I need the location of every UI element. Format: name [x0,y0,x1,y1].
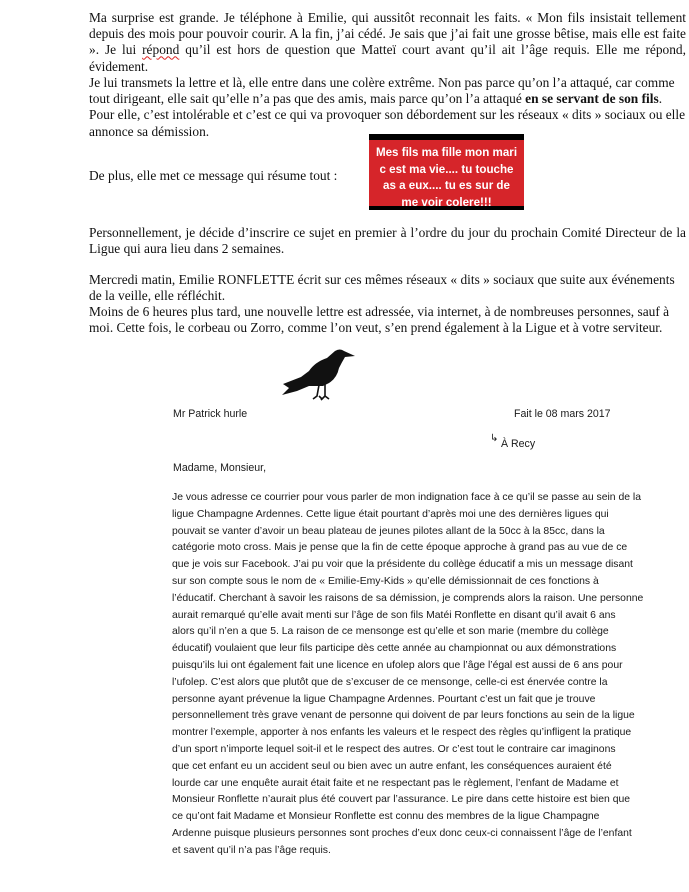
letter-line: Je vous adresse ce courrier pour vous parler de mon indignation face à ce qu’il se passe au sein de la [172,492,642,503]
message-line: Mes fils ma fille mon mari [375,146,518,159]
letter-line: et savent qu’il n’a pas l’âge requis. [172,844,331,856]
letter-line: alors qu’il n’en a que 5. La raison de ce mensonge est qu’elle et son marie (membre du collège [172,626,609,638]
paragraph-1-text-b: qu’il est hors de question que Matteï court avant qu’il ait l’âge requis. Elle me répond, évidement. [89,42,686,74]
letter-line: l’ufolep. C’est alors que plutôt que de s’excuser de ce mensonge, celle-ci est énervée contre la [172,676,608,688]
paragraph-2-text-b: . Pour elle, c’est intolérable et c’est ce qui va provoquer son débordement sur les réseaux « dits » sociaux ou elle annonce sa démission. [89,91,686,139]
letter-line: lourde car une enquête aurait était faite et ne respectant pas le règlement, l’enfant de Madame et [172,777,619,789]
letter-line: Monsieur Ronflette n’aurait plus été couvert par l’assurance. Le pire dans cette histoire est bien que [172,794,631,806]
paragraph-6: Moins de 6 heures plus tard, une nouvelle lettre est adressée, via internet, à de nombreuses personnes, sauf à moi. Cette fois, le corbeau ou Zorro, comme l’on veut, s’en prend également à la Ligue et à votre serviteur. [89,304,670,336]
paragraph-4: Personnellement, je décide d’inscrire ce sujet en premier à l’ordre du jour du prochain Comité Directeur de la Ligue qui aura lieu dans 2 semaines. [89,225,686,257]
letter-line: que je vois sur Facebook. J’ai pu voir que la présidente du collège éducatif a mis un message disant [172,559,633,571]
letter-date: Fait le 08 mars 2017 [514,408,611,420]
paragraph-5: Mercredi matin, Emilie RONFLETTE écrit sur ces mêmes réseaux « dits » sociaux que suite aux événements de la veille, elle réfléchit. [89,272,675,304]
letter-line: puisqu’ils lui ont également fait une licence en ufolep alors que l’âge l’égal est aussi de 6 ans pour [172,659,623,671]
letter-line: catégorie moto cross. Mais je pense que la fin de cette époque approche à grand pas au vue de ce [172,542,628,554]
crow-icon [279,344,359,402]
letter-line: ligue Champagne Ardennes. Cette ligue était pourtant d’après moi une des dernières ligues qui [172,508,609,520]
letter-line: pouvait se vanter d’avoir un beau plateau de jeunes pilotes allant de la 50cc à la 85cc, dans la [172,525,605,537]
letter-line: montrer l’exemple, apporter à nos enfants les valeurs et le respect des règles qu’infligent la pratique [172,727,632,739]
paragraph-2 [89,75,686,140]
paragraph-2-bold-text: en se servant de son fils [525,91,659,107]
paragraph-1 [89,10,686,75]
letter-sender: Mr Patrick hurle [173,408,248,420]
message-line: as a eux.... tu es sur de [383,179,510,192]
letter-place: À Recy [501,438,536,450]
letter-line: d’un sport n’importe lequel soit-il et le respect des autres. Or c’est tout le contraire car imaginons [172,743,616,755]
letter-line: personne ayant prévenue la ligue Champagne Ardennes. Pourtant c’est un fait que je trouve [172,693,596,705]
paragraph-1-text-a: Ma surprise est grande. Je téléphone à Emilie, qui aussitôt reconnait les faits. « Mon fils insistait tellement depuis des mois pour pouvoir courir. A la fin, j’ai cédé. Je sais que j’ai fait une grosse bêtise, mais elle est faite ». Je lui [89,10,686,58]
letter-line: sur son compte sous le nom de « Emilie-Emy-Kids » qu’elle démissionnait de ces fonctions à [172,575,599,587]
letter-arrow-mark: ↳ [490,433,499,444]
paragraph-3: De plus, elle met ce message qui résume tout : [89,168,338,183]
message-line: c est ma vie.... tu touche [379,162,514,176]
letter-line: aurait remarqué qu’elle avait menti sur l’âge de son fils Matéi Ronflette en disant qu’il avait 6 ans [172,609,616,621]
letter-line: personnellement très grave venant de personne qui doivent de par leurs fonctions au sein de la ligue [172,710,635,722]
letter-line: Ardenne puisque plusieurs personnes sont proches d’eux donc ceux-ci connaissent l’âge de l’enfant [172,827,632,839]
letter-body [172,490,682,860]
letter-line: l’éducatif. Cherchant à savoir les raisons de sa démission, je comprends alors la raison. Une personne [172,592,644,604]
paragraph-2-text-a: Je lui transmets la lettre et là, elle entre dans une colère extrême. Non pas parce qu’on l’a attaqué, car comme tout dirigeant, elle sait qu’elle n’a pas que des amis, mais parce qu’on l’a attaqué [89,75,675,107]
letter-line: ce qu’ont fait Madame et Monsieur Ronflette est connu des membres de la ligue Champagne [172,811,600,823]
letter-salutation: Madame, Monsieur, [173,462,267,474]
letter-line: que cet enfant eu un accident seul ou bien avec un autre enfant, les conséquences auraient été [172,760,612,772]
angry-message-image [369,134,524,210]
letter-line: éducatif) voulaient que leur fils participe dès cette année au championnat ou aux démonstrations [172,643,617,655]
paragraph-1-misspelled-word: répond [142,42,180,58]
message-line: me voir colere!!! [401,195,492,209]
